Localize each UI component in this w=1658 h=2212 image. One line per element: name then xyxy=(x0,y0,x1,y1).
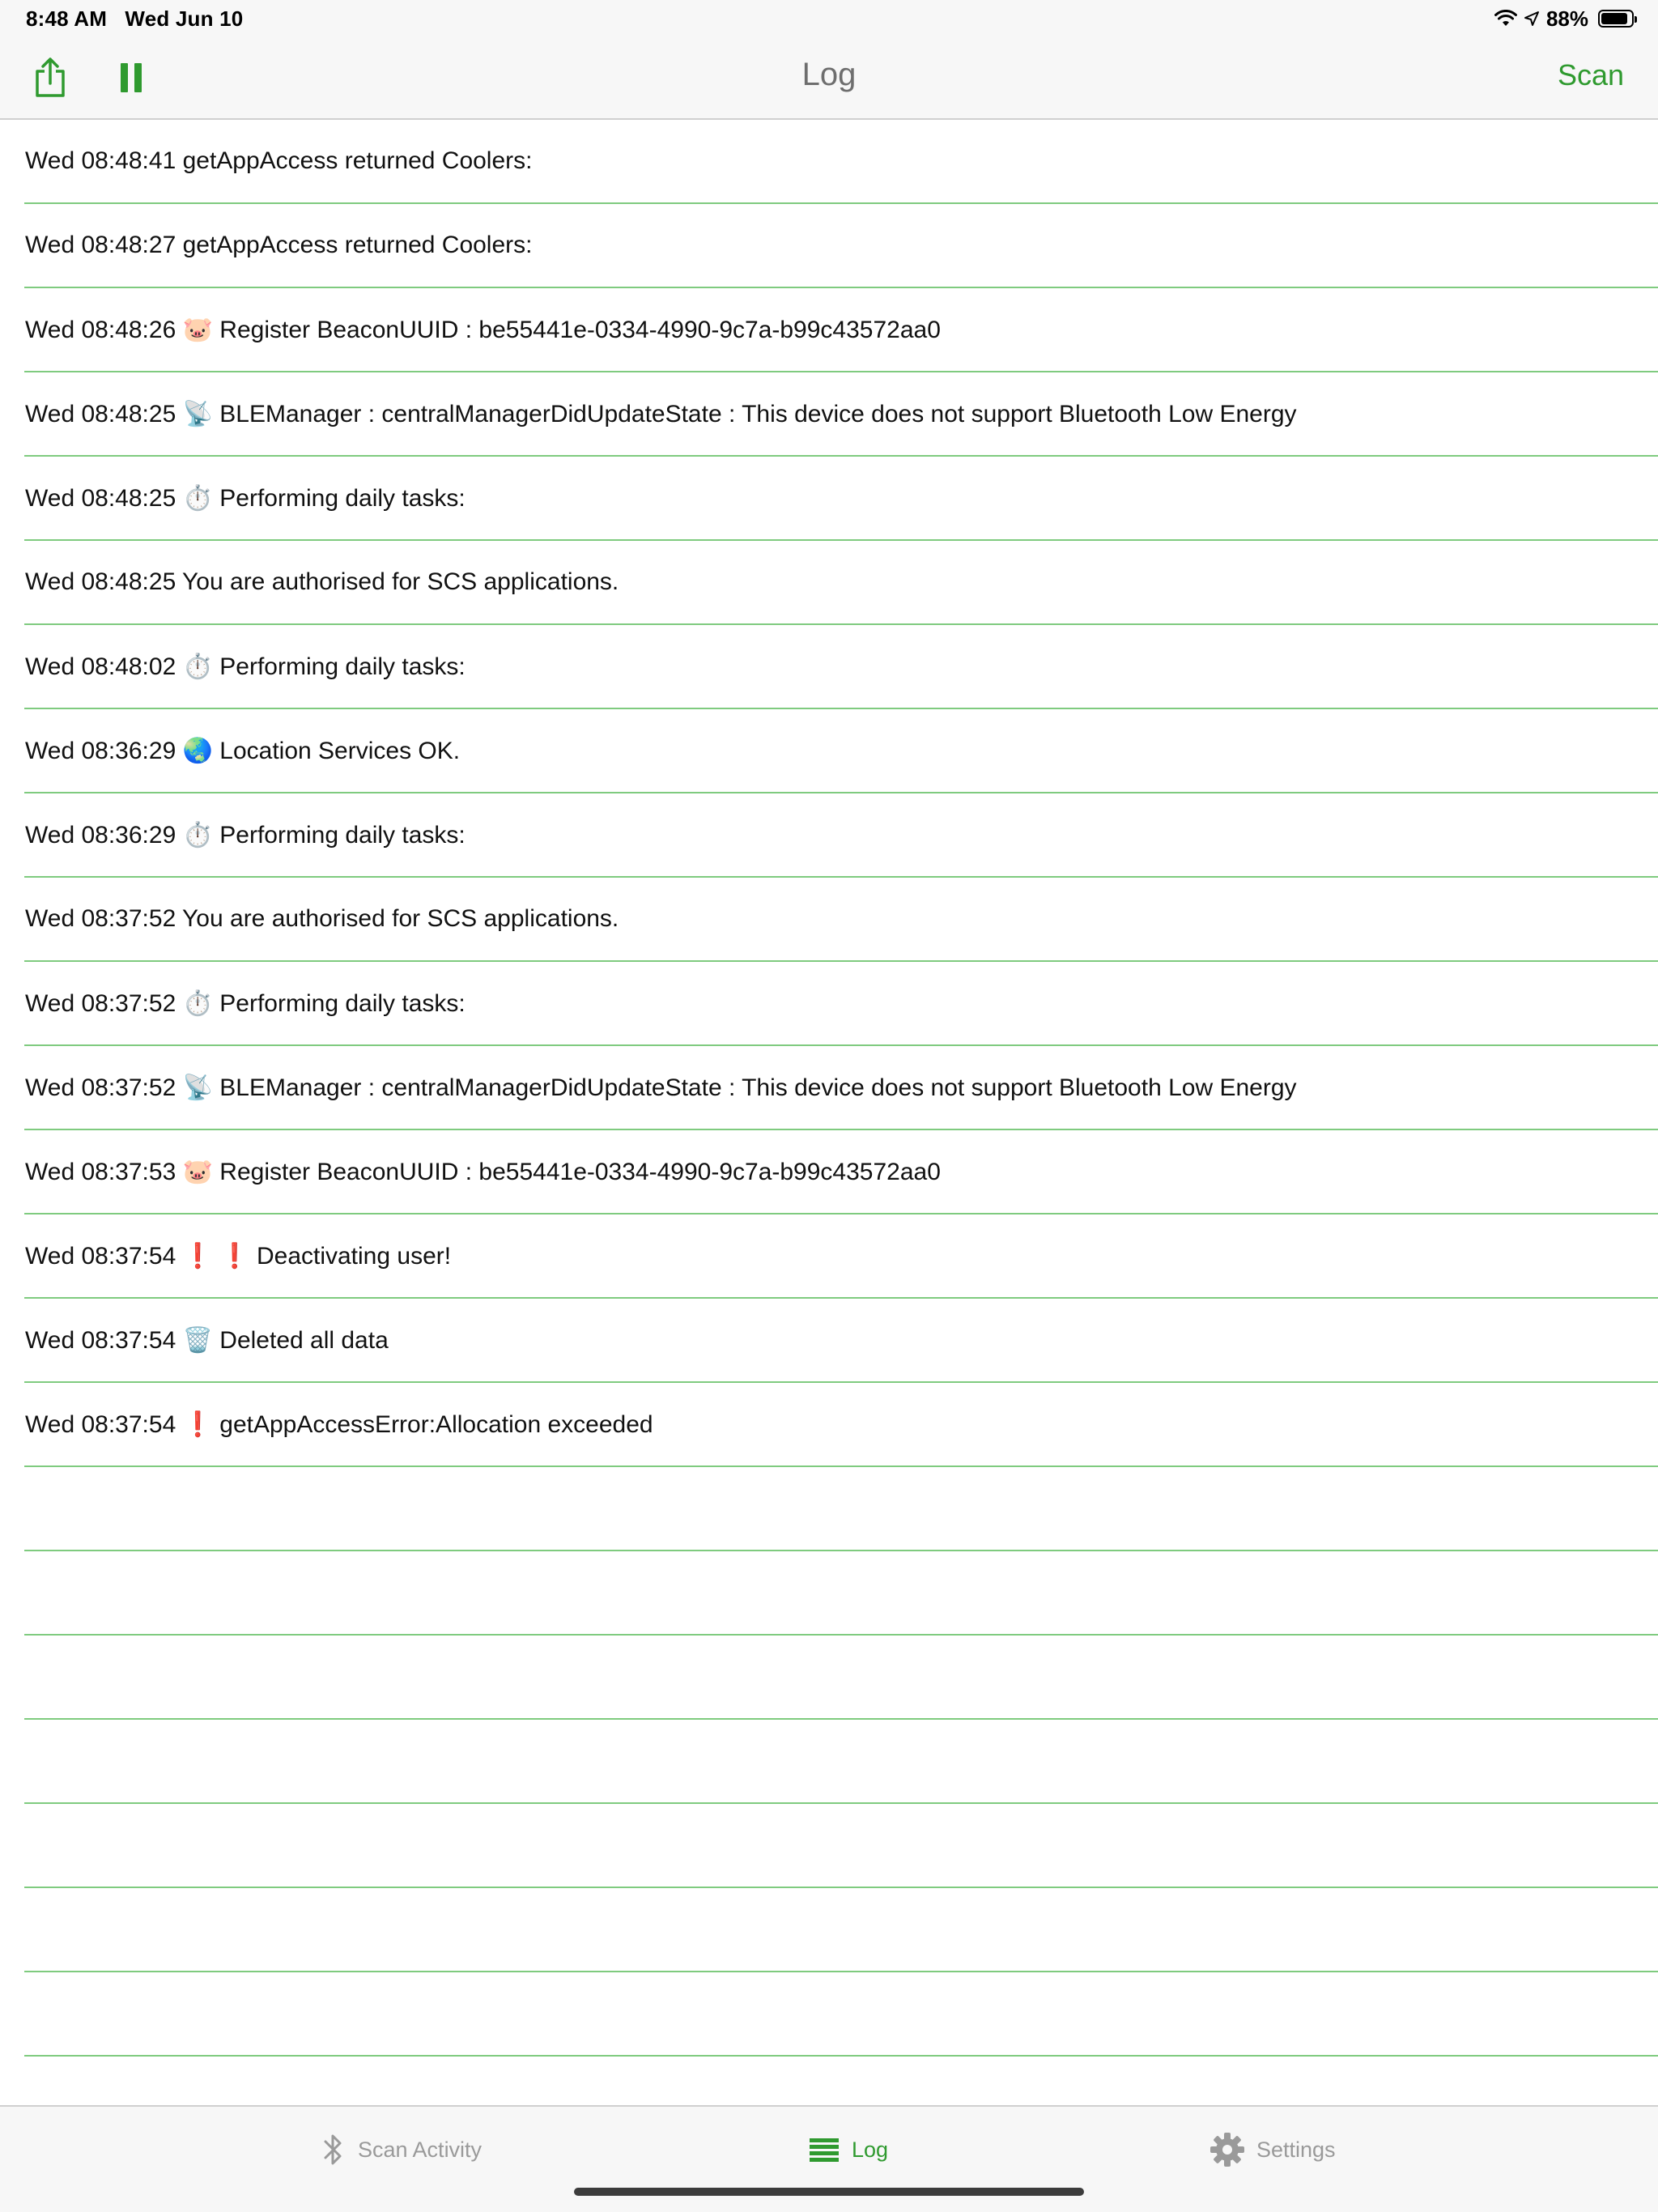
log-row[interactable] xyxy=(24,541,1658,625)
location-arrow-icon xyxy=(1524,11,1540,27)
log-row[interactable] xyxy=(24,204,1658,288)
log-entry-text: Wed 08:48:25 📡 BLEManager : centralManagerDidUpdateState : This device does not support Bluetooth Low Energy xyxy=(25,401,1297,428)
navigation-bar xyxy=(0,37,1658,120)
log-entry-text: Wed 08:37:54 ❗ getAppAccessError:Allocation exceeded xyxy=(25,1411,653,1438)
log-entry-text: Wed 08:48:25 ⏱️ Performing daily tasks: xyxy=(25,485,466,512)
scan-button[interactable]: Scan xyxy=(1557,58,1624,91)
bluetooth-icon xyxy=(319,2132,346,2167)
log-entry-text: Wed 08:48:27 getAppAccess returned Coolers: xyxy=(25,232,533,258)
status-time xyxy=(26,6,243,32)
log-row[interactable] xyxy=(24,1888,1658,1972)
status-date: Wed Jun 10 xyxy=(125,6,244,31)
log-row[interactable] xyxy=(24,1130,1658,1214)
gear-icon xyxy=(1209,2132,1245,2167)
log-row[interactable] xyxy=(24,1467,1658,1551)
log-entry-text: Wed 08:48:02 ⏱️ Performing daily tasks: xyxy=(25,653,466,680)
log-entry-text: Wed 08:36:29 ⏱️ Performing daily tasks: xyxy=(25,822,466,849)
status-clock: 8:48 AM xyxy=(26,6,108,31)
log-list[interactable] xyxy=(0,120,1658,2141)
page-title: Log xyxy=(801,57,857,92)
log-row[interactable] xyxy=(24,1636,1658,1720)
log-row[interactable] xyxy=(24,1214,1658,1299)
battery-level xyxy=(1601,13,1627,24)
log-row[interactable] xyxy=(24,1972,1658,2057)
log-entry-text: Wed 08:48:26 🐷 Register BeaconUUID : be55441e-0334-4990-9c7a-b99c43572aa0 xyxy=(25,317,941,343)
tab-label: Settings xyxy=(1256,2137,1336,2162)
list-icon xyxy=(808,2137,840,2163)
log-entry-text: Wed 08:48:25 You are authorised for SCS applications. xyxy=(25,568,619,595)
log-entry-text: Wed 08:37:54 ❗ ❗ Deactivating user! xyxy=(25,1243,452,1270)
tab-label: Scan Activity xyxy=(358,2137,483,2162)
log-row[interactable] xyxy=(24,1299,1658,1383)
log-row[interactable] xyxy=(24,1551,1658,1636)
log-row[interactable] xyxy=(24,1383,1658,1467)
tab-settings[interactable] xyxy=(1209,2129,1336,2170)
log-row[interactable] xyxy=(24,372,1658,457)
log-row[interactable] xyxy=(24,1046,1658,1130)
status-bar xyxy=(0,0,1658,37)
log-entry-text: Wed 08:37:52 📡 BLEManager : centralManagerDidUpdateState : This device does not support Bluetooth Low Energy xyxy=(25,1074,1297,1101)
log-row[interactable] xyxy=(24,793,1658,878)
log-entry-text: Wed 08:37:54 🗑️ Deleted all data xyxy=(25,1327,389,1354)
log-row[interactable] xyxy=(24,120,1658,204)
log-entry-text: Wed 08:37:52 You are authorised for SCS applications. xyxy=(25,905,619,932)
home-indicator xyxy=(574,2188,1084,2196)
tab-scan-activity[interactable] xyxy=(319,2129,482,2170)
log-row[interactable] xyxy=(24,1804,1658,1888)
log-row[interactable] xyxy=(24,878,1658,962)
log-entry-text: Wed 08:36:29 🌏 Location Services OK. xyxy=(25,738,461,764)
log-row[interactable] xyxy=(24,288,1658,372)
log-row[interactable] xyxy=(24,625,1658,709)
tab-log[interactable] xyxy=(808,2129,888,2170)
log-row[interactable] xyxy=(24,962,1658,1046)
log-row[interactable] xyxy=(24,1720,1658,1804)
log-row[interactable] xyxy=(24,709,1658,793)
status-indicators xyxy=(1494,5,1634,32)
battery-icon xyxy=(1598,10,1634,28)
log-entry-text: Wed 08:37:53 🐷 Register BeaconUUID : be55441e-0334-4990-9c7a-b99c43572aa0 xyxy=(25,1159,941,1185)
log-row[interactable] xyxy=(24,457,1658,541)
battery-percent: 88% xyxy=(1545,6,1588,31)
tab-bar xyxy=(0,2105,1658,2212)
wifi-icon xyxy=(1494,10,1517,28)
tab-label: Log xyxy=(852,2137,889,2162)
log-entry-text: Wed 08:37:52 ⏱️ Performing daily tasks: xyxy=(25,990,466,1017)
log-entry-text: Wed 08:48:41 getAppAccess returned Coolers: xyxy=(25,147,533,174)
